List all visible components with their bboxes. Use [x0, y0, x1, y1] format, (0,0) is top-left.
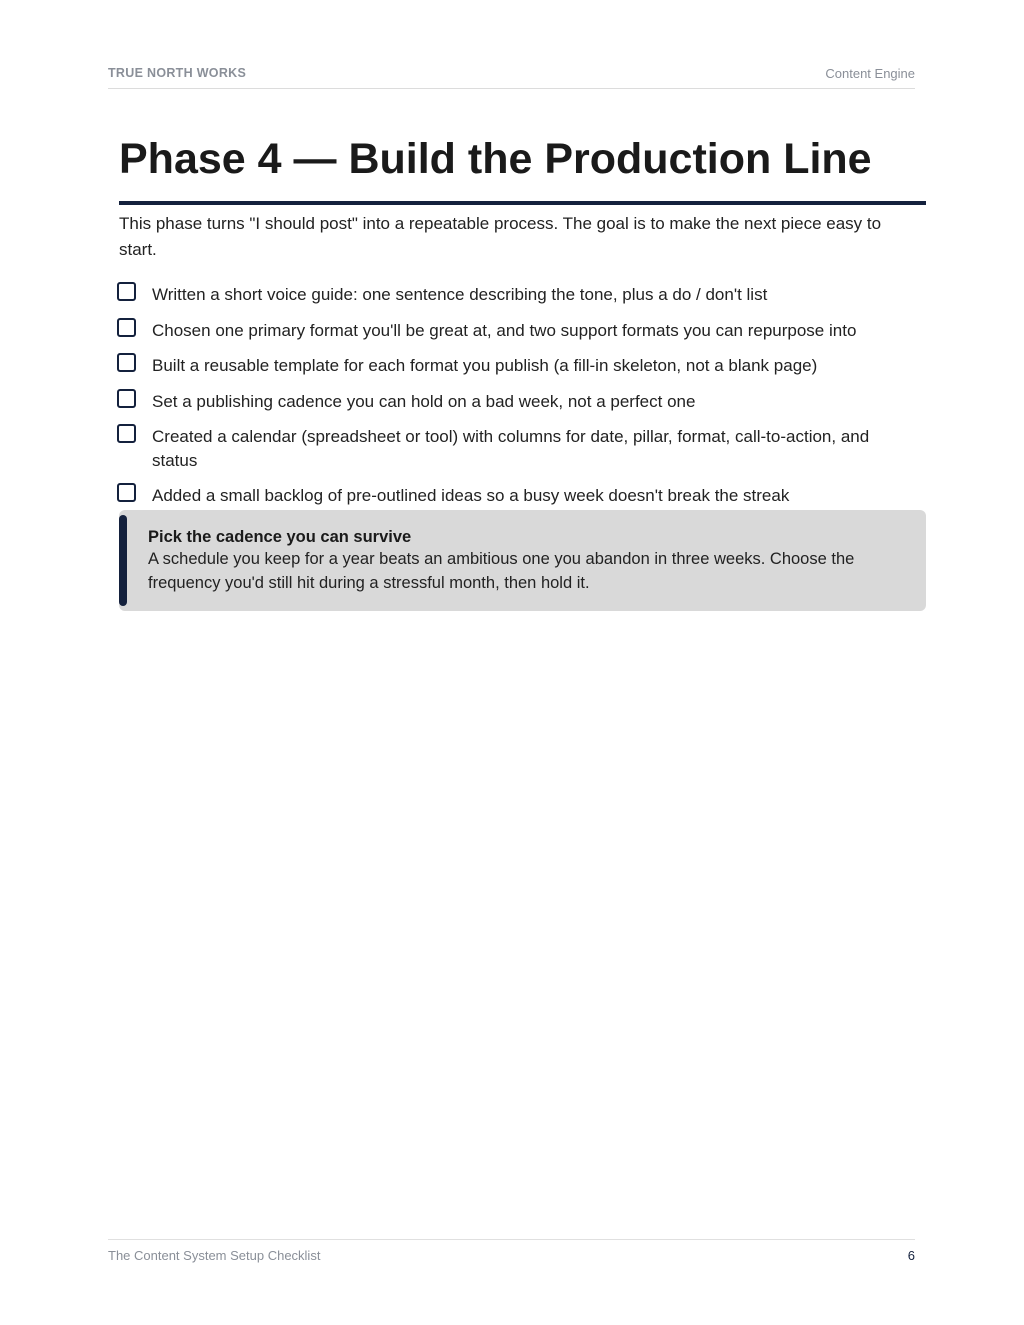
checklist-item: [117, 388, 917, 414]
checkbox[interactable]: [117, 424, 136, 443]
callout-accent-bar: [119, 515, 127, 606]
checkbox[interactable]: [117, 282, 136, 301]
page-title: Phase 4 — Build the Production Line: [119, 135, 872, 183]
brand-name: TRUE NORTH WORKS: [108, 66, 247, 80]
checklist-item-text: Set a publishing cadence you can hold on a bad week, not a perfect one: [152, 391, 696, 411]
title-divider: [119, 201, 926, 205]
checkbox[interactable]: [117, 318, 136, 337]
callout-title: Pick the cadence you can survive: [148, 528, 412, 546]
checklist: [117, 281, 917, 518]
intro-paragraph: This phase turns "I should post" into a repeatable process. The goal is to make the next piece easy to start.: [119, 214, 882, 259]
page-footer: [108, 1239, 915, 1270]
checkbox[interactable]: [117, 483, 136, 502]
checklist-item: [117, 482, 917, 508]
checklist-item-text: Added a small backlog of pre-outlined ideas so a busy week doesn't break the streak: [152, 486, 790, 505]
callout-body: A schedule you keep for a year beats an ambitious one you abandon in three weeks. Choose the frequency you'd still hit during a stressful month, then hold it.: [148, 550, 855, 592]
checklist-item-text: Chosen one primary format you'll be great at, and two support formats you can repurpose into: [152, 320, 857, 340]
page-header: [108, 66, 915, 89]
section-label: Content Engine: [825, 66, 915, 81]
checklist-item-text: Built a reusable template for each format you publish (a fill-in skeleton, not a blank page): [152, 356, 818, 375]
checklist-item: [117, 352, 917, 378]
footer-document-title: The Content System Setup Checklist: [108, 1248, 321, 1263]
checkbox[interactable]: [117, 389, 136, 408]
checklist-item: [117, 281, 917, 307]
checklist-item: [117, 317, 917, 343]
checklist-item: [117, 423, 917, 472]
checkbox[interactable]: [117, 353, 136, 372]
tip-callout: [119, 510, 926, 611]
checklist-item-text: Written a short voice guide: one sentence describing the tone, plus a do / don't list: [152, 285, 768, 304]
page-number: 6: [907, 1248, 915, 1263]
checklist-item-text: Created a calendar (spreadsheet or tool) with columns for date, pillar, format, call-to-action, and status: [152, 427, 870, 470]
